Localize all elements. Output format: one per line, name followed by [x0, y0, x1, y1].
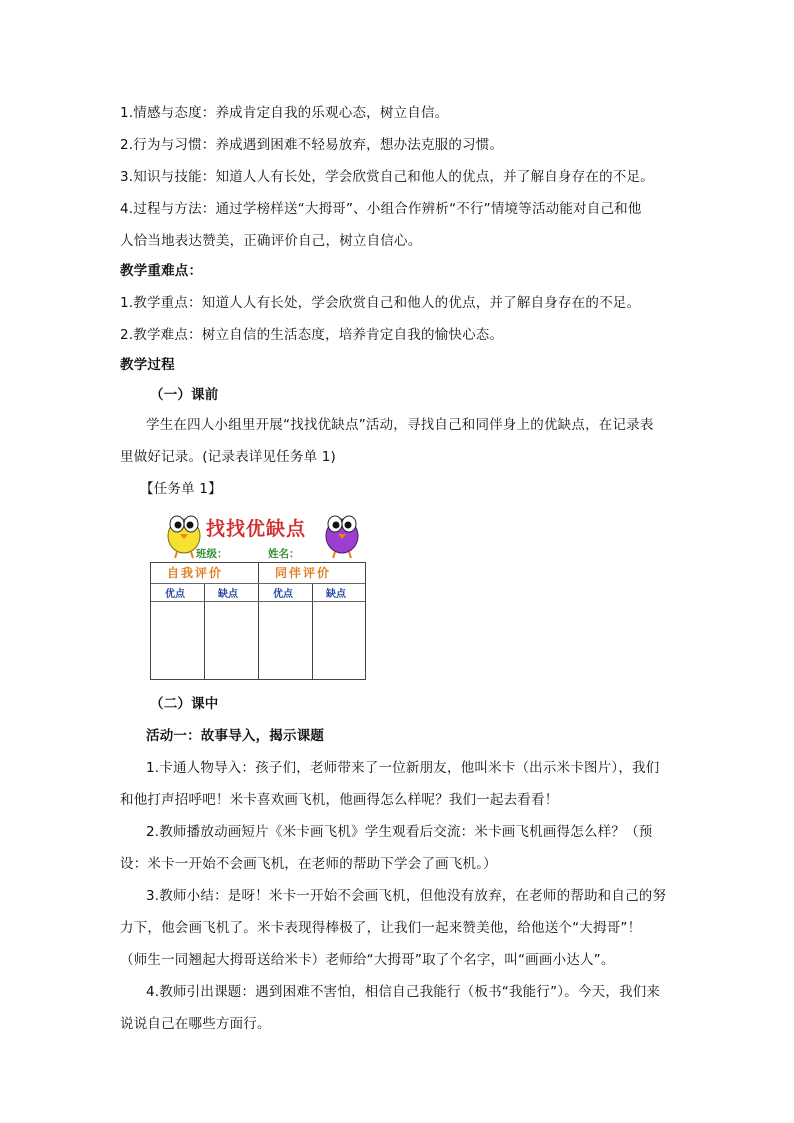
- worksheet-group-peer: 同伴评价: [275, 566, 332, 580]
- worksheet-header: [150, 508, 368, 560]
- worksheet-subcol: 缺点: [218, 589, 238, 600]
- process-heading: 教学过程: [120, 357, 175, 373]
- in-class-line-2: 和他打声招呼吧！米卡喜欢画飞机，他画得怎么样呢？我们一起去看看！: [120, 792, 559, 808]
- objective-2: 2.行为与习惯：养成遇到困难不轻易放弃，想办法克服的习惯。: [120, 137, 504, 153]
- in-class-line-8: 4.教师引出课题：遇到困难不害怕，相信自己我能行（板书“我能行”）。今天，我们来: [146, 984, 661, 1000]
- objective-3: 3.知识与技能：知道人人有长处，学会欣赏自己和他人的优点，并了解自身存在的不足。: [120, 169, 654, 185]
- worksheet-title: 找找优缺点: [206, 518, 307, 540]
- worksheet-subcol: 优点: [165, 589, 185, 600]
- worksheet-table: [150, 562, 366, 680]
- objective-4: 4.过程与方法：通过学榜样送“大拇哥”、小组合作辨析“不行”情境等活动能对自己和他: [120, 201, 642, 217]
- in-class-line-7: （师生一同翘起大拇哥送给米卡）老师给“大拇哥”取了个名字，叫“画画小达人”。: [120, 952, 615, 968]
- in-class-line-3: 2.教师播放动画短片《米卡画飞机》学生观看后交流：米卡画飞机画得怎么样？（预: [146, 824, 653, 840]
- table-divider-main: [258, 563, 259, 679]
- table-row-line-1: [151, 583, 365, 584]
- in-class-line-9: 说说自己在哪些方面行。: [120, 1016, 271, 1032]
- in-class-line-1: 1.卡通人物导入：孩子们，老师带来了一位新朋友，他叫米卡（出示米卡图片），我们: [146, 760, 660, 776]
- worksheet-name-label: 姓名：: [268, 548, 300, 560]
- pre-class-line-1: 学生在四人小组里开展“找找优缺点”活动，寻找自己和同伴身上的优缺点，在记录表: [146, 417, 654, 433]
- pre-class-line-2: 里做好记录。(记录表详见任务单 1): [120, 449, 337, 465]
- objective-4-cont: 人恰当地表达赞美，正确评价自己，树立自信心。: [120, 233, 422, 249]
- table-divider-1: [204, 583, 205, 679]
- pre-class-heading: （一）课前: [150, 387, 219, 403]
- key-point-1: 1.教学重点：知道人人有长处，学会欣赏自己和他人的优点，并了解自身存在的不足。: [120, 295, 641, 311]
- table-divider-3: [312, 583, 313, 679]
- in-class-line-4: 设：米卡一开始不会画飞机，在老师的帮助下学会了画飞机。）: [120, 856, 497, 872]
- table-row-line-2: [151, 601, 365, 602]
- worksheet-group-self: 自我评价: [167, 566, 224, 580]
- worksheet-subcol: 优点: [273, 589, 293, 600]
- in-class-heading: （二）课中: [150, 696, 219, 712]
- key-points-heading: 教学重难点：: [120, 263, 203, 279]
- key-point-2: 2.教学难点：树立自信的生活态度，培养肯定自我的愉快心态。: [120, 327, 504, 343]
- purple-bird-icon: [326, 516, 358, 558]
- in-class-line-6: 力下，他会画飞机了。米卡表现得棒极了，让我们一起来赞美他，给他送个“大拇哥”！: [120, 920, 642, 936]
- worksheet-class-label: 班级：: [196, 548, 228, 560]
- worksheet-subcol: 缺点: [326, 589, 346, 600]
- task-label: 【任务单 1】: [140, 481, 222, 497]
- objective-1: 1.情感与态度：养成肯定自我的乐观心态，树立自信。: [120, 105, 449, 121]
- in-class-line-5: 3.教师小结：是呀！米卡一开始不会画飞机，但他没有放弃，在老师的帮助和自己的努: [146, 888, 667, 904]
- activity-1-heading: 活动一：故事导入，揭示课题: [146, 728, 325, 744]
- worksheet-figure: [150, 508, 368, 680]
